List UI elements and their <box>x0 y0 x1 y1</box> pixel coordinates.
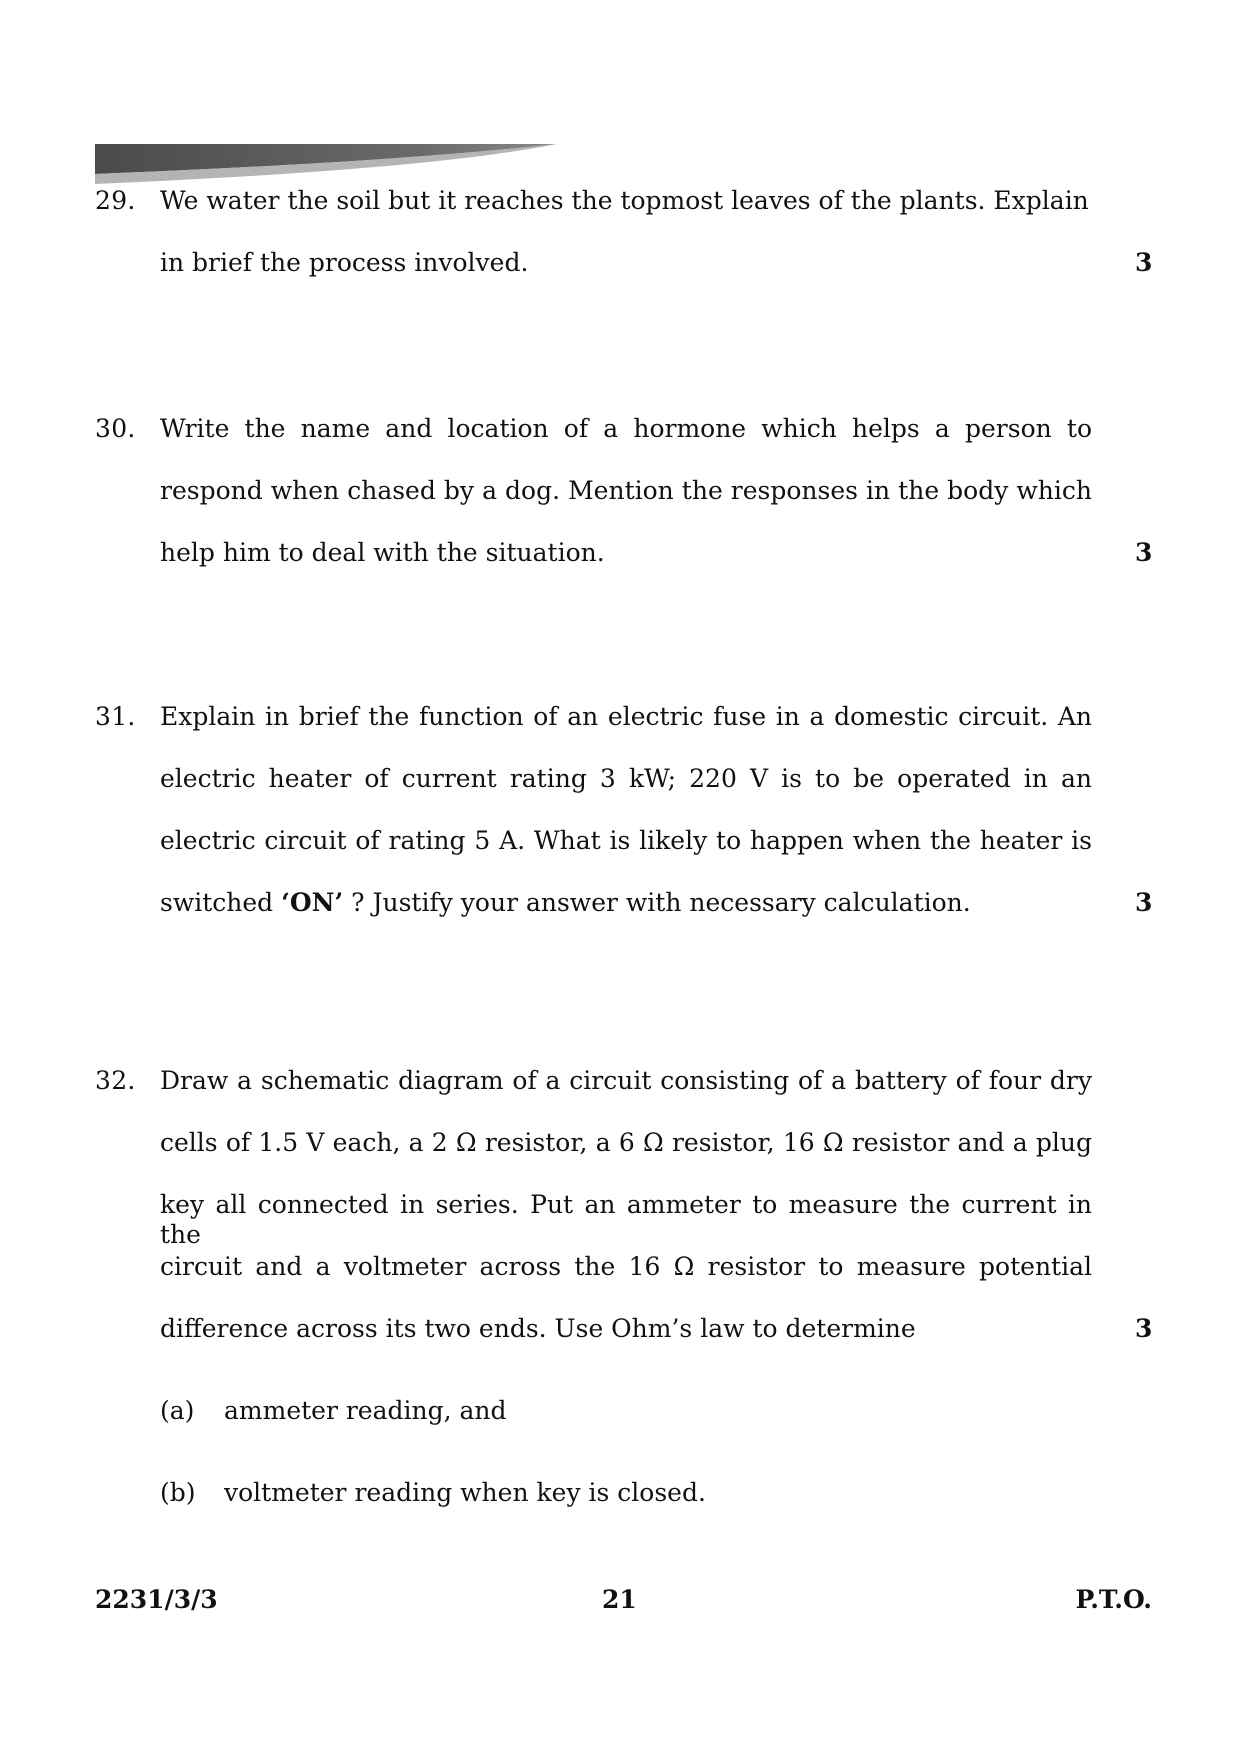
question-29-line-1: We water the soil but it reaches the topmost leaves of the plants. Explain <box>160 186 1089 215</box>
question-30-line-1: Write the name and location of a hormone which helps a person to <box>160 414 1092 443</box>
question-32-marks: 3 <box>1135 1314 1153 1343</box>
footer-page-number: 21 <box>602 1585 637 1614</box>
header-decorative-bar <box>95 144 557 188</box>
question-31-line-2: electric heater of current rating 3 kW; 220 V is to be operated in an <box>160 764 1092 793</box>
question-32-line-3: key all connected in series. Put an ammeter to measure the current in the <box>160 1190 1092 1249</box>
question-31-line-1: Explain in brief the function of an electric fuse in a domestic circuit. An <box>160 702 1092 731</box>
question-32-line-2: cells of 1.5 V each, a 2 Ω resistor, a 6 Ω resistor, 16 Ω resistor and a plug <box>160 1128 1092 1157</box>
question-30-marks: 3 <box>1135 538 1153 567</box>
question-31-number: 31. <box>95 702 136 731</box>
question-30-line-2: respond when chased by a dog. Mention the responses in the body which <box>160 476 1092 505</box>
question-32-subpart-b-label: (b) <box>160 1478 196 1507</box>
question-29-number: 29. <box>95 186 136 215</box>
question-32-subpart-a-text: ammeter reading, and <box>224 1396 507 1425</box>
question-31-on-emphasis: ‘ON’ <box>281 888 344 917</box>
footer-pto: P.T.O. <box>1075 1585 1152 1614</box>
question-32-line-1: Draw a schematic diagram of a circuit consisting of a battery of four dry <box>160 1066 1092 1095</box>
question-31-switched-text: switched <box>160 888 274 917</box>
question-32-number: 32. <box>95 1066 136 1095</box>
question-30-line-3: help him to deal with the situation. <box>160 538 605 567</box>
footer-paper-code: 2231/3/3 <box>95 1585 218 1614</box>
question-31-marks: 3 <box>1135 888 1153 917</box>
question-31-line-4 <box>160 888 1092 918</box>
question-32-line-5: difference across its two ends. Use Ohm’s law to determine <box>160 1314 916 1343</box>
question-32-line-4: circuit and a voltmeter across the 16 Ω resistor to measure potential <box>160 1252 1092 1281</box>
question-31-line-3: electric circuit of rating 5 A. What is likely to happen when the heater is <box>160 826 1092 855</box>
question-32-subpart-b-text: voltmeter reading when key is closed. <box>224 1478 706 1507</box>
question-29-marks: 3 <box>1135 248 1153 277</box>
question-32-subpart-a-label: (a) <box>160 1396 195 1425</box>
question-31-line-4-rest: ? Justify your answer with necessary calculation. <box>351 888 971 917</box>
question-29-line-2: in brief the process involved. <box>160 248 529 277</box>
question-30-number: 30. <box>95 414 136 443</box>
